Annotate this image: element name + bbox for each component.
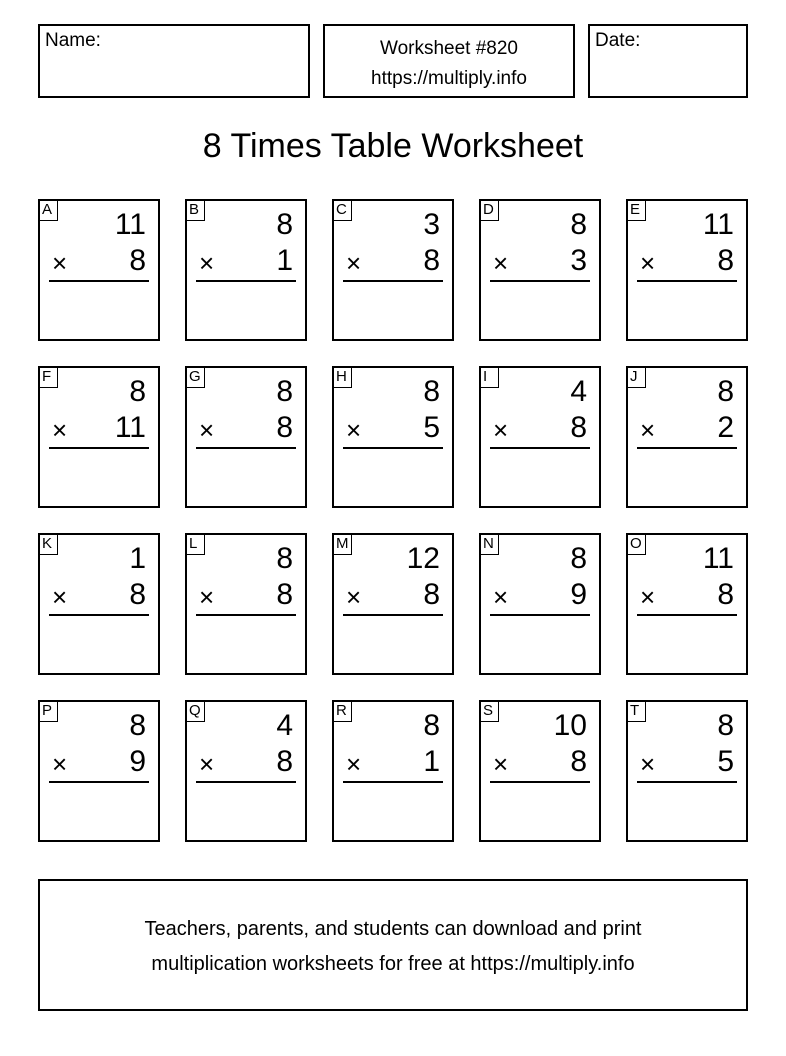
problem-cell[interactable]	[479, 700, 601, 842]
times-sign: ×	[346, 248, 362, 278]
multiplier: 8	[276, 411, 293, 444]
name-field-box[interactable]	[38, 24, 310, 98]
problem-cell[interactable]	[626, 366, 748, 508]
problem-cell[interactable]	[185, 199, 307, 341]
multiplier: 8	[423, 578, 440, 611]
multiplicand: 8	[276, 542, 293, 575]
times-sign: ×	[346, 749, 362, 779]
answer-line	[196, 781, 296, 783]
problem-letter: A	[39, 200, 58, 221]
problem-cell[interactable]	[38, 366, 160, 508]
problem-letter: I	[480, 367, 499, 388]
answer-line	[196, 280, 296, 282]
answer-line	[637, 781, 737, 783]
problem-letter: G	[186, 367, 205, 388]
answer-line	[196, 614, 296, 616]
multiplicand: 8	[276, 375, 293, 408]
multiplicand: 8	[717, 709, 734, 742]
multiplicand: 8	[570, 542, 587, 575]
problem-letter: S	[480, 701, 499, 722]
multiplicand: 8	[276, 208, 293, 241]
problem-cell[interactable]	[479, 533, 601, 675]
answer-line	[49, 280, 149, 282]
multiplicand: 4	[276, 709, 293, 742]
multiplicand: 3	[423, 208, 440, 241]
times-sign: ×	[199, 248, 215, 278]
times-sign: ×	[493, 749, 509, 779]
problem-letter: J	[627, 367, 646, 388]
problem-letter: P	[39, 701, 58, 722]
answer-line	[490, 280, 590, 282]
problem-cell[interactable]	[332, 700, 454, 842]
times-sign: ×	[199, 749, 215, 779]
problem-cell[interactable]	[38, 533, 160, 675]
answer-line	[490, 447, 590, 449]
multiplicand: 12	[406, 542, 440, 575]
times-sign: ×	[640, 749, 656, 779]
multiplicand: 8	[570, 208, 587, 241]
answer-line	[343, 614, 443, 616]
multiplier: 11	[114, 411, 146, 444]
problem-cell[interactable]	[626, 700, 748, 842]
answer-line	[343, 781, 443, 783]
times-sign: ×	[493, 248, 509, 278]
problem-cell[interactable]	[332, 366, 454, 508]
problem-letter: D	[480, 200, 499, 221]
footer-line-1: Teachers, parents, and students can download and print	[144, 918, 642, 940]
problem-letter: T	[627, 701, 646, 722]
times-sign: ×	[346, 582, 362, 612]
times-sign: ×	[52, 248, 68, 278]
worksheet-number: Worksheet #820	[379, 38, 518, 59]
problem-cell[interactable]	[185, 533, 307, 675]
problem-letter: K	[39, 534, 58, 555]
times-sign: ×	[493, 582, 509, 612]
multiplicand: 8	[423, 375, 440, 408]
problem-cell[interactable]	[626, 199, 748, 341]
name-label: Name:	[45, 30, 101, 51]
date-label: Date:	[595, 30, 641, 51]
answer-line	[343, 280, 443, 282]
problem-cell[interactable]	[479, 366, 601, 508]
problem-cell[interactable]	[626, 533, 748, 675]
problem-letter: M	[333, 534, 352, 555]
multiplicand: 8	[129, 375, 146, 408]
answer-line	[490, 614, 590, 616]
multiplier: 8	[129, 578, 146, 611]
footer-line-2: multiplication worksheets for free at https://multiply.info	[151, 953, 635, 975]
multiplier: 8	[717, 578, 734, 611]
times-sign: ×	[52, 582, 68, 612]
answer-line	[196, 447, 296, 449]
multiplier: 8	[129, 244, 146, 277]
problem-letter: H	[333, 367, 352, 388]
times-sign: ×	[52, 415, 68, 445]
times-sign: ×	[199, 582, 215, 612]
answer-line	[49, 781, 149, 783]
multiplier: 2	[717, 411, 734, 444]
multiplier: 5	[423, 411, 440, 444]
multiplicand: 8	[423, 709, 440, 742]
problem-letter: R	[333, 701, 352, 722]
problem-letter: L	[186, 534, 205, 555]
multiplier: 8	[717, 244, 734, 277]
problem-cell[interactable]	[479, 199, 601, 341]
answer-line	[490, 781, 590, 783]
answer-line	[49, 614, 149, 616]
problem-letter: O	[627, 534, 646, 555]
problem-letter: C	[333, 200, 352, 221]
page-title: 8 Times Table Worksheet	[202, 127, 584, 165]
times-sign: ×	[640, 248, 656, 278]
multiplier: 8	[570, 411, 587, 444]
times-sign: ×	[52, 749, 68, 779]
answer-line	[637, 447, 737, 449]
answer-line	[637, 614, 737, 616]
multiplicand: 11	[702, 208, 734, 241]
problem-letter: E	[627, 200, 646, 221]
problem-cell[interactable]	[332, 533, 454, 675]
site-url: https://multiply.info	[371, 68, 527, 89]
multiplier: 3	[570, 244, 587, 277]
multiplier: 9	[129, 745, 146, 778]
multiplicand: 10	[553, 709, 587, 742]
multiplier: 1	[276, 244, 293, 277]
multiplicand: 4	[570, 375, 587, 408]
times-sign: ×	[640, 415, 656, 445]
problem-letter: Q	[186, 701, 205, 722]
multiplicand: 11	[702, 542, 734, 575]
multiplier: 8	[276, 578, 293, 611]
problem-cell[interactable]	[185, 700, 307, 842]
multiplier: 5	[717, 745, 734, 778]
answer-line	[343, 447, 443, 449]
problem-cell[interactable]	[38, 199, 160, 341]
multiplier: 1	[423, 745, 440, 778]
worksheet-info-box	[323, 24, 575, 98]
footer-box	[38, 879, 748, 1011]
multiplicand: 8	[129, 709, 146, 742]
multiplicand: 1	[129, 542, 146, 575]
times-sign: ×	[199, 415, 215, 445]
multiplier: 8	[570, 745, 587, 778]
problem-letter: F	[39, 367, 58, 388]
date-field-box[interactable]	[588, 24, 748, 98]
problem-grid	[38, 199, 748, 841]
problem-letter: N	[480, 534, 499, 555]
times-sign: ×	[493, 415, 509, 445]
problem-cell[interactable]	[38, 700, 160, 842]
problem-letter: B	[186, 200, 205, 221]
multiplier: 8	[423, 244, 440, 277]
answer-line	[637, 280, 737, 282]
answer-line	[49, 447, 149, 449]
multiplicand: 11	[114, 208, 146, 241]
problem-cell[interactable]	[185, 366, 307, 508]
problem-cell[interactable]	[332, 199, 454, 341]
multiplier: 8	[276, 745, 293, 778]
multiplicand: 8	[717, 375, 734, 408]
multiplier: 9	[570, 578, 587, 611]
times-sign: ×	[346, 415, 362, 445]
times-sign: ×	[640, 582, 656, 612]
